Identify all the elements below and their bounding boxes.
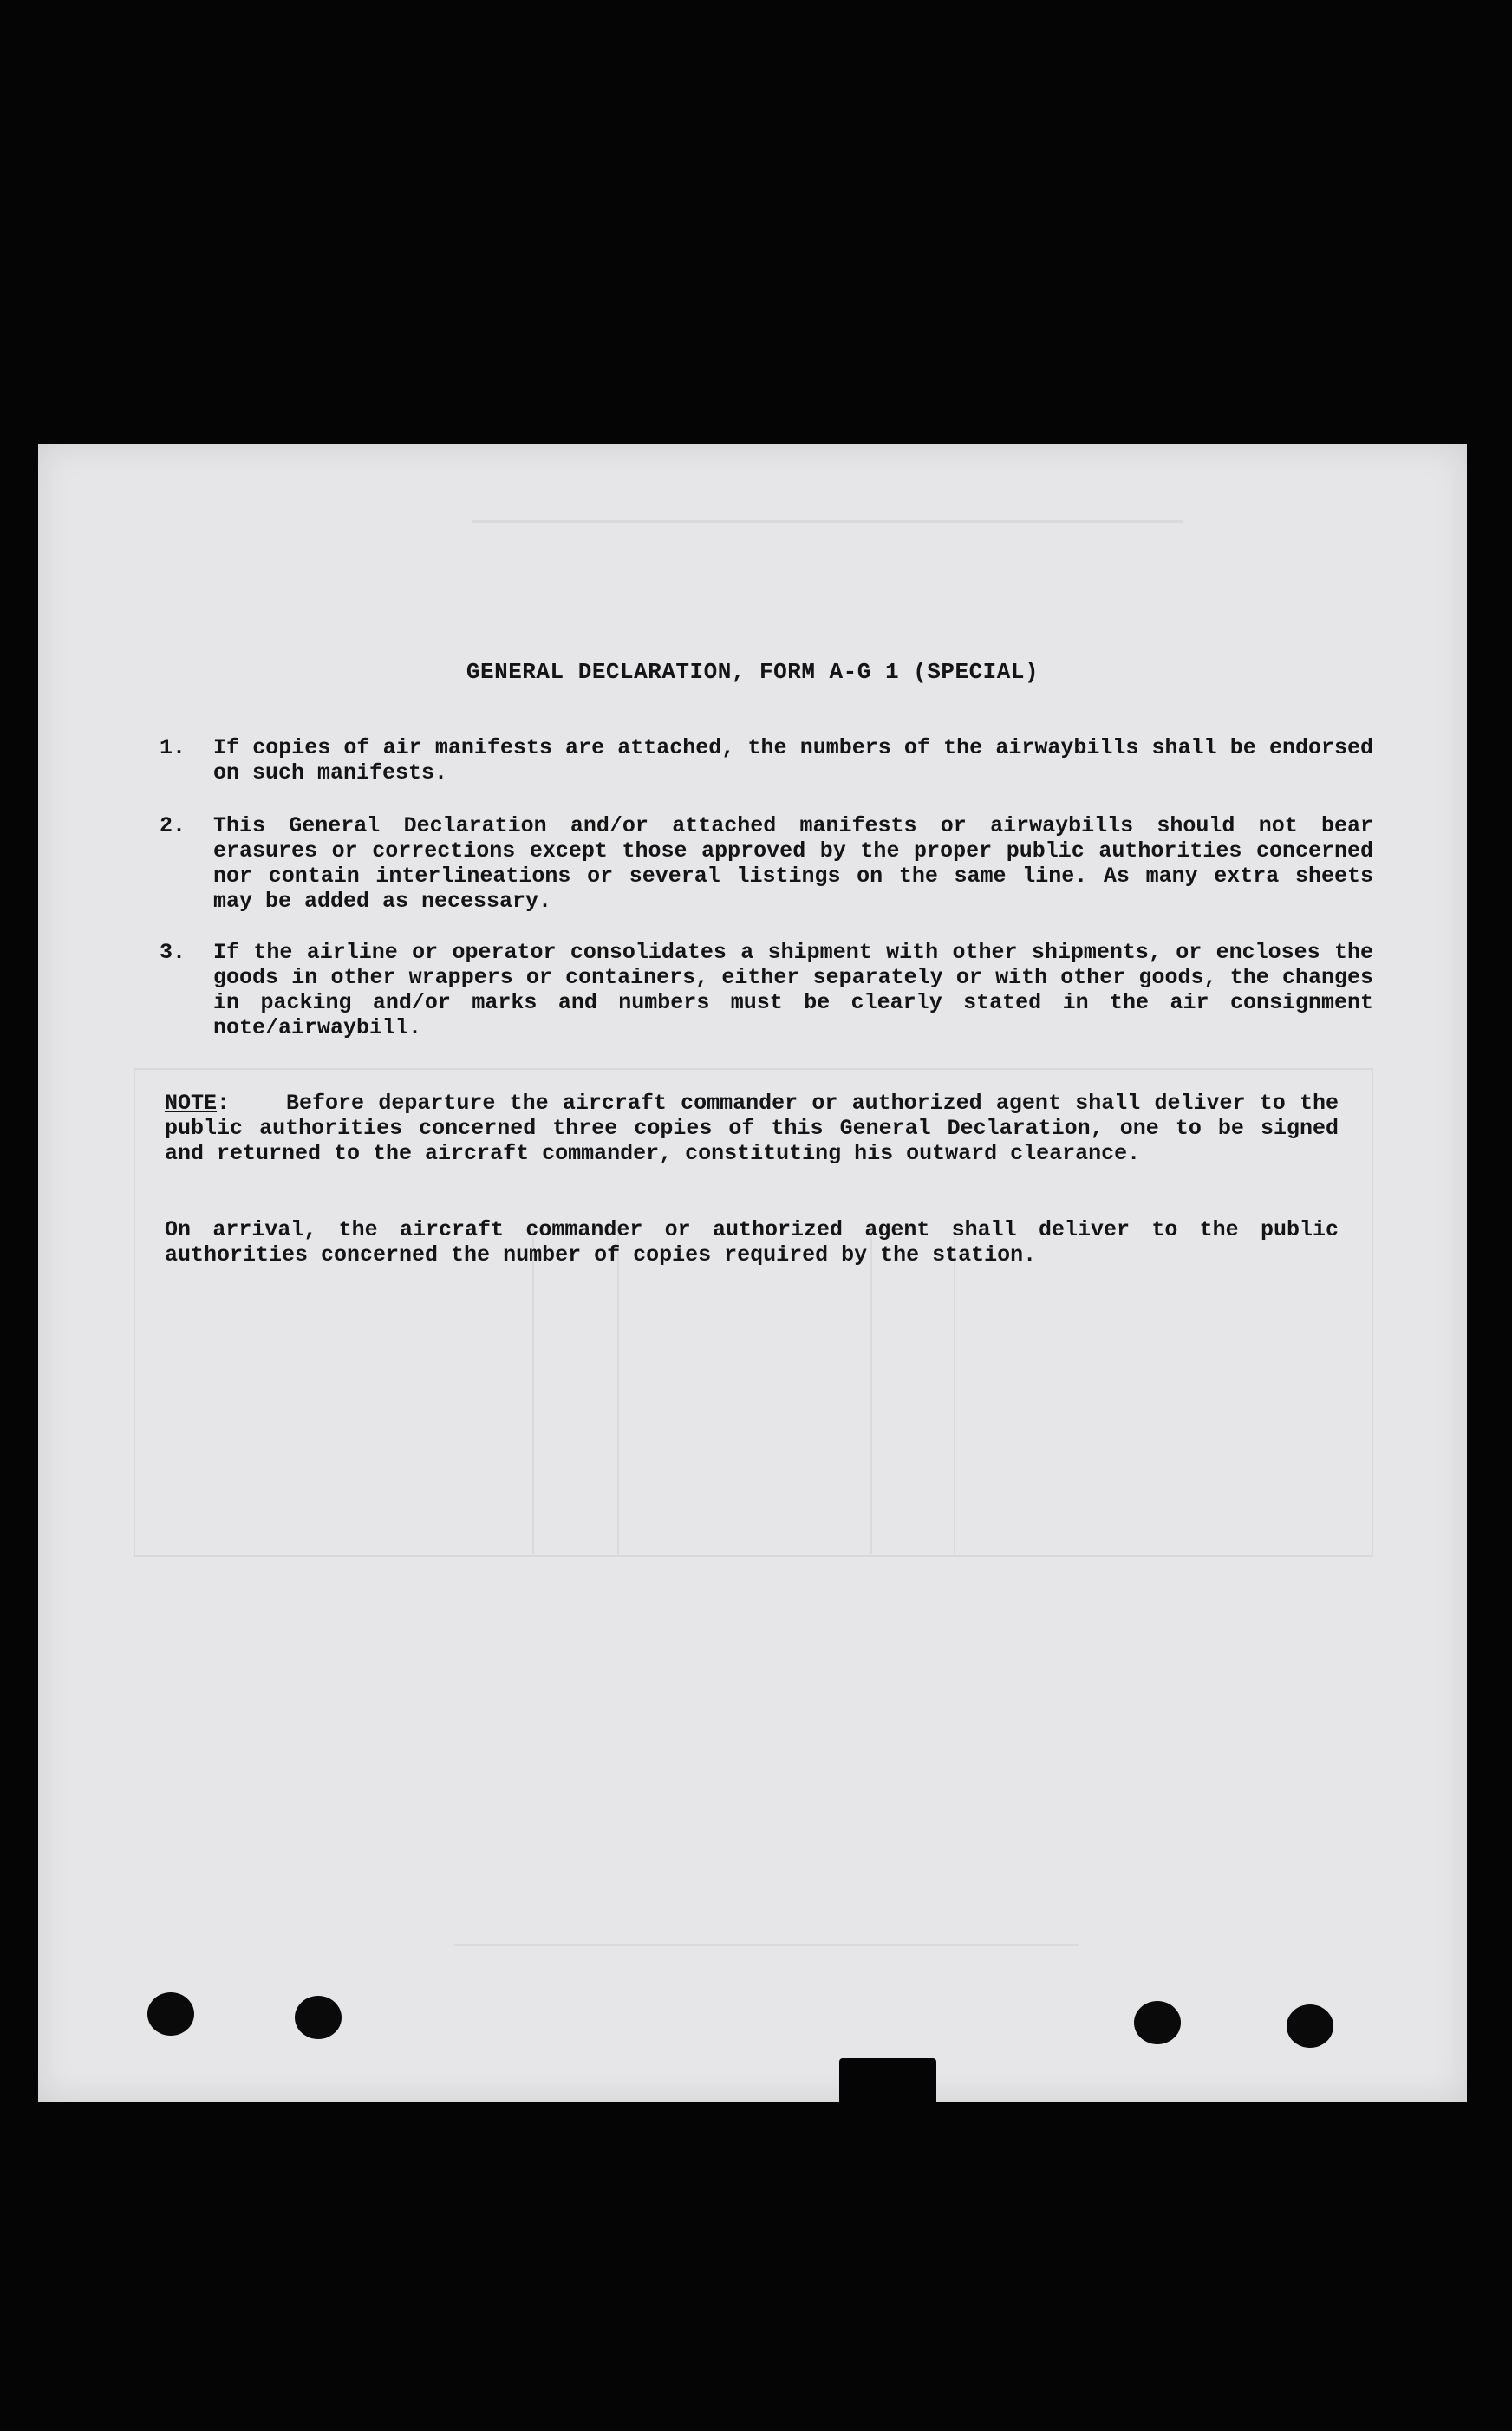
bleed-through-divider: [532, 1224, 534, 1554]
list-item-text: This General Declaration and/or attached manifests or airwaybills should not bear erasures or corrections except those approved by the proper public authorities concerned nor contain interlineations or several listings on the same line. As many extra sheets may be added as necessary.: [213, 813, 1373, 914]
scanner-clip: [839, 2058, 936, 2103]
punch-hole: [1134, 2001, 1181, 2044]
punch-hole: [295, 1996, 342, 2039]
bleed-through-rule: [454, 1944, 1079, 1946]
list-item-number: 3.: [160, 940, 186, 965]
punch-hole: [147, 1992, 194, 2036]
list-item-number: 2.: [160, 813, 186, 838]
note-text: Before departure the aircraft commander or authorized agent shall deliver to the public authorities concerned three copies of this General Declaration, one to be signed and returned to the aircraft commander, constituting his outward clearance.: [165, 1091, 1339, 1166]
note-paragraph-1: [165, 1091, 1339, 1166]
list-item-text: If copies of air manifests are attached, the numbers of the airwaybills shall be endorsed on such manifests.: [213, 735, 1373, 785]
bleed-through-divider: [954, 1224, 955, 1554]
note-paragraph-2: [165, 1217, 1339, 1268]
list-item-3: [160, 940, 1373, 1040]
list-item-2: [160, 813, 1373, 914]
list-item-1: [160, 735, 1373, 785]
note-text-2: On arrival, the aircraft commander or authorized agent shall deliver to the public authorities concerned the number of copies required by the station.: [165, 1217, 1339, 1268]
bleed-through-divider: [870, 1224, 872, 1554]
list-item-number: 1.: [160, 735, 186, 760]
bleed-through-rule: [472, 520, 1183, 523]
note-label: NOTE: [165, 1091, 218, 1116]
note-label-colon: :: [217, 1091, 231, 1116]
document-page: [38, 444, 1467, 2102]
punch-hole: [1287, 2004, 1333, 2048]
bleed-through-divider: [617, 1224, 619, 1554]
list-item-text: If the airline or operator consolidates a shipment with other shipments, or encloses the goods in other wrappers or containers, either separately or with other goods, the changes in packing and/or marks and numbers must be clearly stated in the air consignment note/airwaybill.: [213, 940, 1373, 1040]
document-title: GENERAL DECLARATION, FORM A-G 1 (SPECIAL): [466, 659, 1040, 685]
